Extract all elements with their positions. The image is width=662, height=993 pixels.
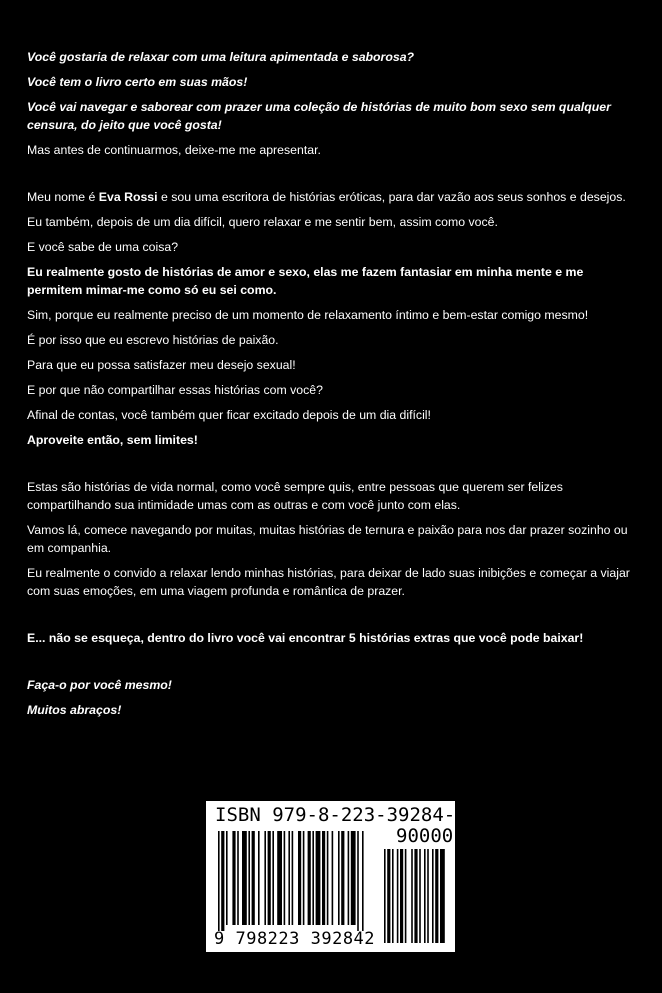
barcode-bar bbox=[248, 831, 250, 925]
invite-paragraph: Estas são histórias de vida normal, como você sempre quis, entre pessoas que querem ser felizes compartilhando sua intimidade umas com as outras e com você junto com elas. bbox=[27, 480, 563, 512]
body-paragraph: Para que eu possa satisfazer meu desejo sexual! bbox=[27, 358, 296, 372]
barcode-bar bbox=[284, 831, 286, 925]
intro-paragraph: Você vai navegar e saborear com prazer uma coleção de histórias de muito bom sexo sem qualquer censura, do jeito que você gosta! bbox=[27, 100, 611, 132]
addon-bar bbox=[424, 849, 426, 943]
intro-paragraph: Você tem o livro certo em suas mãos! bbox=[27, 75, 248, 89]
body-paragraph: Aproveite então, sem limites! bbox=[27, 433, 198, 447]
addon-bar bbox=[392, 849, 394, 943]
barcode-bar bbox=[288, 831, 290, 925]
barcode-bar bbox=[316, 831, 321, 925]
body-section bbox=[27, 213, 637, 449]
barcode-bar bbox=[341, 831, 344, 925]
addon-bar bbox=[405, 849, 407, 943]
addon-bar bbox=[387, 849, 390, 943]
barcode-bar bbox=[218, 831, 220, 931]
barcode-bar bbox=[303, 831, 305, 925]
barcode-bar bbox=[242, 831, 247, 925]
barcode-bar bbox=[277, 831, 282, 925]
barcode-bar bbox=[252, 831, 255, 925]
invite-paragraph: Vamos lá, comece navegando por muitas, muitas histórias de ternura e paixão para nos dar prazer sozinho ou em companhia. bbox=[27, 523, 628, 555]
author-intro-after: e sou uma escritora de histórias eróticas, para dar vazão aos seus sonhos e desejos. bbox=[157, 190, 626, 204]
isbn-barcode bbox=[206, 801, 467, 952]
barcode-bar bbox=[232, 831, 235, 925]
closing-line: Muitos abraços! bbox=[27, 703, 122, 717]
barcode-bar bbox=[292, 831, 294, 925]
barcode-bar bbox=[351, 831, 356, 925]
addon-bar bbox=[432, 849, 434, 943]
body-paragraph: Afinal de contas, você também quer ficar excitado depois de um dia difícil! bbox=[27, 408, 431, 422]
body-paragraph: Sim, porque eu realmente preciso de um momento de relaxamento íntimo e bem-estar comigo mesmo! bbox=[27, 308, 589, 322]
ean-digits: 9 798223 392842 bbox=[214, 929, 376, 949]
addon-bar bbox=[384, 849, 386, 943]
addon-bar bbox=[411, 849, 413, 943]
barcode-bar bbox=[308, 831, 311, 925]
barcode-bar bbox=[332, 831, 334, 925]
intro-paragraph: Mas antes de continuarmos, deixe-me me apresentar. bbox=[27, 143, 321, 157]
body-paragraph: É por isso que eu escrevo histórias de paixão. bbox=[27, 333, 279, 347]
barcode-bar bbox=[327, 831, 329, 925]
barcode-bar bbox=[298, 831, 301, 925]
isbn-label: ISBN 979-8-223-39284-2 bbox=[215, 804, 467, 826]
author-intro-paragraph bbox=[27, 188, 637, 206]
author-intro-before: Meu nome é bbox=[27, 190, 99, 204]
addon-bar bbox=[427, 849, 429, 943]
barcode-bar bbox=[264, 831, 266, 925]
addon-bar bbox=[419, 849, 421, 943]
addon-bar bbox=[435, 849, 438, 943]
barcode-bar bbox=[237, 831, 239, 925]
barcode-bar bbox=[312, 831, 314, 925]
addon-bar bbox=[414, 849, 417, 943]
barcode-bar bbox=[226, 831, 228, 925]
extras-note: E... não se esqueça, dentro do livro você vai encontrar 5 histórias extras que você pode baixar! bbox=[27, 631, 584, 645]
intro-paragraph: Você gostaria de relaxar com uma leitura apimentada e saborosa? bbox=[27, 50, 415, 64]
price-code: 90000 bbox=[396, 825, 454, 847]
back-cover-text bbox=[27, 48, 637, 726]
barcode-bar bbox=[268, 831, 271, 925]
closing-section bbox=[27, 676, 637, 719]
invite-section bbox=[27, 478, 637, 600]
body-paragraph: Eu realmente gosto de histórias de amor e sexo, elas me fazem fantasiar em minha mente e me permitem mimar-me como só eu sei como. bbox=[27, 265, 584, 297]
barcode-bar bbox=[258, 831, 260, 925]
addon-bar bbox=[397, 849, 399, 943]
invite-paragraph: Eu realmente o convido a relaxar lendo minhas histórias, para deixar de lado suas inibições e começar a viajar com suas emoções, em uma viagem profunda e romântica de prazer. bbox=[27, 566, 630, 598]
barcode-bar bbox=[272, 831, 274, 925]
closing-line: Faça-o por você mesmo! bbox=[27, 678, 172, 692]
body-paragraph: E por que não compartilhar essas histórias com você? bbox=[27, 383, 323, 397]
barcode-bar bbox=[362, 831, 364, 931]
barcode-bar bbox=[338, 831, 340, 925]
addon-bar bbox=[400, 849, 403, 943]
body-paragraph: Eu também, depois de um dia difícil, quero relaxar e me sentir bem, assim como você. bbox=[27, 215, 498, 229]
intro-section bbox=[27, 48, 637, 159]
addon-bar bbox=[440, 849, 445, 943]
barcode-bar bbox=[221, 831, 224, 931]
barcode-bar bbox=[322, 831, 325, 925]
barcode-bar bbox=[357, 831, 359, 931]
barcode-bar bbox=[348, 831, 350, 925]
body-paragraph: E você sabe de uma coisa? bbox=[27, 240, 179, 254]
author-name: Eva Rossi bbox=[98, 190, 158, 204]
